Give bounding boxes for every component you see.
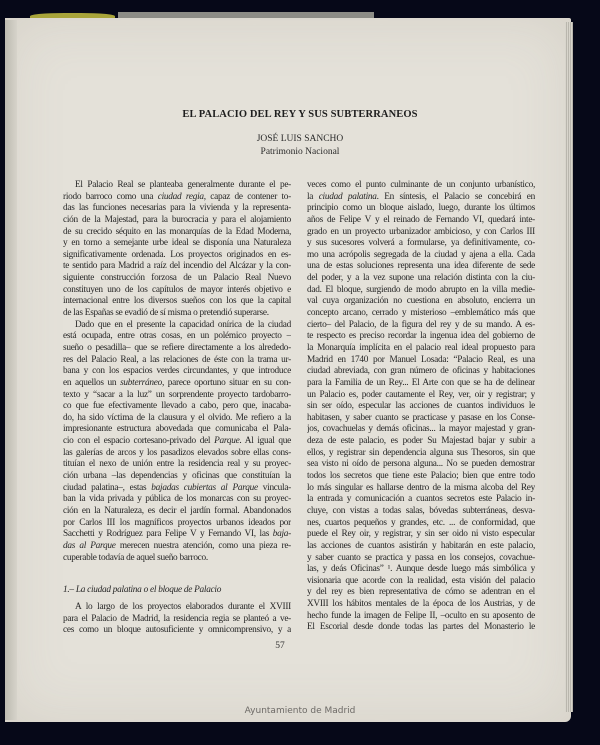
paragraph-2 [63, 320, 291, 564]
text-segment: riodo barroco como una [63, 191, 158, 202]
text-segment: te respecto es preciso recordar la ingenua idea del gobierno de [307, 331, 535, 342]
text-line [63, 471, 291, 483]
text-line [307, 471, 535, 483]
text-line [307, 611, 535, 623]
text-line [63, 448, 291, 460]
text-segment: para la Familia de un Rey... El Arte con que se ha de delinear [307, 377, 535, 388]
text-segment: sea visto ni oído de persona alguna... No se pueden demostrar [307, 459, 535, 470]
text-segment: impresionante estructura abovedada que comunicaba el Pala- [63, 424, 291, 435]
page-edges [565, 22, 573, 712]
text-line [63, 424, 291, 436]
text-line [63, 285, 291, 297]
text-line [63, 614, 291, 626]
text-segment: Dado que en el presente la capacidad onírica de la ciudad [75, 319, 291, 330]
text-segment: veces como el punto culminante de un conjunto urbanístico, [307, 180, 535, 190]
text-line [63, 366, 291, 378]
article-author: JOSÉ LUIS SANCHO [256, 134, 344, 144]
text-line [63, 518, 291, 530]
text-segment: habitasen, y saber cuanto se practicase y pasase en los Conse- [307, 412, 535, 423]
text-line [63, 215, 291, 227]
text-segment: un Palacio es, poder cautamente el Rey, ver, oir y registrar; y [307, 389, 535, 400]
page-number: 57 [275, 641, 285, 651]
text-line [307, 413, 535, 425]
text-segment: Sacchetti y Rodríguez para Felipe V y Fernando VI, las [63, 529, 273, 540]
text-segment: ciudad abreviada, con gran número de oficinas y habitaciones [307, 366, 535, 377]
text-segment: ción en la Naturaleza, es decir el jardín formal. Abandonados [63, 505, 291, 516]
text-segment: ban la vida privada y pública de los monarcas con su proyec- [63, 494, 291, 505]
text-segment: del poder, y a la vez supone una relación distinta con la ciu- [307, 273, 535, 284]
text-segment: merecen nuestra atención, como una pieza re- [115, 540, 291, 551]
text-line [307, 424, 535, 436]
text-line [307, 529, 535, 541]
text-line [307, 192, 535, 204]
text-segment: Madrid en 1740 por Manuel Losada: “Palacio Real, es una [307, 354, 535, 365]
text-segment: tituían el nexo de unión entre la residencia real y su proyec- [63, 459, 291, 470]
footer-watermark: Ayuntamiento de Madrid [244, 706, 356, 716]
text-line [307, 180, 535, 192]
text-segment: das las funciones necesarias para la vivienda y la representa- [63, 203, 291, 214]
italic-text: baja- [272, 529, 291, 540]
text-segment: significativamente ordenada. Los proyectos originados en es- [63, 249, 291, 260]
text-segment: en aquellos un [63, 377, 121, 388]
text-segment: la entrada y comunicación a cuantos secretos este Palacio in- [307, 494, 535, 505]
author-affiliation: Patrimonio Nacional [260, 147, 340, 157]
text-line [63, 436, 291, 448]
text-line [63, 238, 291, 250]
text-segment: las, y deás Oficinas” ¹. Aunque desde luego más simbólica y [307, 564, 535, 575]
text-segment: El Escorial desde donde todas las partes del Monasterio le [307, 622, 535, 633]
text-line [307, 261, 535, 273]
text-line [63, 261, 291, 273]
text-segment: dad. El bloque, surgiendo de modo abrupto en la villa medie- [307, 284, 535, 295]
text-line [63, 494, 291, 506]
text-line [307, 401, 535, 413]
text-line [63, 506, 291, 518]
spacer [63, 564, 291, 578]
text-line [307, 366, 535, 378]
text-segment: la [307, 191, 319, 202]
right-column [307, 180, 535, 634]
text-segment: siguiente construcción forzosa de un Palacio Real Nuevo [63, 273, 291, 284]
text-segment: deza de este palacio, es poder Su Majestad bajar y subir a [307, 436, 535, 447]
page-gutter [5, 20, 17, 720]
text-segment: la Monarquía implícita en el palacio real ideal propuesto para [307, 342, 535, 353]
text-segment: vincula- [257, 482, 291, 493]
text-segment: concepto arcano, cerrado y misterioso –emblemático más que [307, 308, 535, 319]
text-segment: de las Españas se evadió de sí misma o pretendió superarse. [63, 308, 269, 319]
text-segment: jos, covachuelas y demás oficinas... la mayor majestad y gran- [307, 424, 535, 435]
text-segment: internacional entre los diversos sueños con los que la capital [63, 296, 291, 307]
text-line [63, 413, 291, 425]
text-segment: sueño o pesadilla– que se refiere directamente a los alrededo- [63, 342, 291, 353]
article-title: EL PALACIO DEL REY Y SUS SUBTERRANEOS [182, 109, 418, 120]
text-segment: visionaria que acorde con la realidad, esta visión del palacio [307, 575, 535, 586]
text-segment: cuperable todavía de aquel sueño barroco. [63, 552, 208, 563]
text-line [63, 529, 291, 541]
text-line [63, 331, 291, 343]
text-line [307, 436, 535, 448]
text-segment: las acciones de cuantos asistirán y habitarán en este palacio, [307, 540, 535, 551]
text-line [63, 541, 291, 553]
italic-text: bajadas cubiertas al Parque [151, 482, 258, 493]
paragraph-continued [307, 180, 535, 634]
text-line [63, 553, 291, 565]
text-segment: . En síntesis, el Palacio se concebirá en [376, 191, 535, 202]
text-line [307, 541, 535, 553]
text-segment: A lo largo de los proyectos elaborados durante el XVIII [75, 602, 291, 613]
text-line [307, 587, 535, 599]
text-segment: años de Felipe V y el reinado de Fernando VI, quedará inte- [307, 214, 535, 225]
text-line [307, 285, 535, 297]
text-line [63, 308, 291, 320]
left-column [63, 180, 291, 637]
text-segment: , capaz de contener to- [203, 191, 291, 202]
italic-text: ciudad regia [157, 191, 204, 202]
text-line [307, 459, 535, 471]
text-line [63, 227, 291, 239]
text-line [307, 483, 535, 495]
text-segment: cierto– del Palacio, de la figura del rey y de su mando. A es- [307, 319, 535, 330]
text-line [307, 564, 535, 576]
text-segment: texto y “sacar a la luz” un sorprendente proyecto tardobarro- [63, 389, 291, 400]
italic-text: Parque [214, 436, 240, 447]
text-line [63, 343, 291, 355]
text-segment: do, ha sido víctima de la clausura y el olvido. Me refiero a la [63, 412, 291, 423]
text-line [307, 273, 535, 285]
text-segment: sin ser oído, especular las acciones de cuantos individuos le [307, 401, 535, 412]
text-line [307, 553, 535, 565]
text-line [63, 459, 291, 471]
text-line [63, 625, 291, 637]
text-line [307, 343, 535, 355]
text-segment: todos los secretos que tiene este Palacio; bien que entre todo [307, 471, 535, 482]
text-segment: está ocupada, entre otras cosas, en un polémico proyecto – [63, 331, 291, 342]
text-line [307, 390, 535, 402]
text-segment: y del rey es bien representativa de cómo se adentran en el [307, 587, 535, 598]
text-segment: lo más singular es hallarse dentro de la misma alcoba del Rey [307, 482, 535, 493]
text-line [307, 448, 535, 460]
text-line [63, 401, 291, 413]
text-line [307, 355, 535, 367]
text-line [63, 355, 291, 367]
text-line [63, 192, 291, 204]
text-line [63, 273, 291, 285]
text-line [307, 250, 535, 262]
text-segment: co que fue efectivamente llevado a cabo, pero que, inacaba- [63, 401, 291, 412]
text-segment: y saber cuanto se practica y passa en los consejos, covachue- [307, 552, 535, 563]
text-segment: las galerías de arcos y los pasadizos elevados sobre ellas cons- [63, 447, 291, 458]
text-line [307, 378, 535, 390]
text-segment: bana y con los espacios verdes circundantes, y que introduce [63, 366, 291, 377]
text-segment: res del Palacio Real, a las relaciones de éste con la trama ur- [63, 354, 291, 365]
text-line [63, 378, 291, 390]
text-line [307, 238, 535, 250]
italic-text: das al Parque [63, 540, 116, 551]
text-segment: El Palacio Real se planteaba generalmente durante el pe- [75, 180, 291, 190]
text-segment: hecho funde la imagen de Felipe II, –oculto en su aposento de [307, 610, 535, 621]
text-line [63, 296, 291, 308]
text-line [63, 320, 291, 332]
text-segment: ción de la Majestad, para la burocracia y para el alojamiento [63, 214, 291, 225]
text-segment: nes, cuartos pequeños y grandes, etc. ... de conformidad, que [307, 517, 535, 528]
text-line [307, 599, 535, 611]
text-line [63, 483, 291, 495]
text-segment: ellos, y registrar sin dependencia alguna sus Thesoros, sin que [307, 447, 535, 458]
italic-text: ciudad palatina [318, 191, 377, 202]
italic-text: subterráneo [120, 377, 162, 388]
text-line [63, 602, 291, 614]
text-segment: mo una acrópolis segregada de la ciudad y ajena a ella. Cada [307, 249, 535, 260]
text-line [63, 203, 291, 215]
text-line [63, 250, 291, 262]
text-segment: por Carlos III los magníficos proyectos urbanos ideados por [63, 517, 291, 528]
text-segment: , parece oportuno situar en su con- [161, 377, 291, 388]
text-segment: cluye, con vistas a todas salas, bóvedas subterráneas, desva- [307, 505, 535, 516]
text-line [307, 203, 535, 215]
text-line [307, 494, 535, 506]
text-segment: puede el Rey oir, y registrar, y sin ser oido ni visto especular [307, 529, 535, 540]
text-line [307, 308, 535, 320]
text-line [307, 227, 535, 239]
text-line [307, 518, 535, 530]
text-line [63, 180, 291, 192]
text-line [307, 320, 535, 332]
text-segment: y sus sucesores volverá a formularse, ya definitivamente, co- [307, 238, 535, 249]
text-segment: ción urbana –las dependencias y oficinas que constituían la [63, 471, 291, 482]
paragraph-1 [63, 180, 291, 320]
text-segment: ces como un bloque autosuficiente y omnicomprensivo, y a [63, 625, 291, 636]
text-segment: una de estas soluciones representa una idea diferente de sede [307, 261, 535, 272]
text-segment: . Al igual que [239, 436, 291, 447]
text-segment: grado en un proyecto urbanizador ambicioso, y con Carlos III [307, 226, 535, 237]
section-heading: 1.– La ciudad palatina o el bloque de Palacio [63, 585, 222, 596]
text-line [307, 331, 535, 343]
text-segment: para el Palacio de Madrid, la residencia regia se planteó a ve- [63, 613, 291, 624]
text-line [307, 576, 535, 588]
text-segment: val cuya organización no cuestiona en absoluto, encierra un [307, 296, 535, 307]
text-segment: ciudad palatina–, estas [63, 482, 152, 493]
text-segment: XVIII los hábitos mentales de la época de los Austrias, y de [307, 599, 535, 610]
text-segment: y en torno a semejante urbe ideal se disponía una Naturaleza [63, 238, 291, 249]
text-segment: constituyen uno de los capítulos de mayor interés objetivo e [63, 284, 291, 295]
paragraph-3 [63, 602, 291, 637]
text-line [307, 215, 535, 227]
text-segment: te sentido para Madrid a raíz del incendio del Alcázar y la con- [63, 261, 291, 272]
text-line [307, 622, 535, 634]
text-segment: cio con el espacio cortesano-privado del [63, 436, 215, 447]
text-segment: de su crecido séquito en las monarquías de la Edad Moderna, [63, 226, 291, 237]
text-segment: principio como un bloque aislado, luego, durante los últimos [307, 203, 535, 214]
text-line [307, 506, 535, 518]
text-line [307, 296, 535, 308]
text-line [63, 390, 291, 402]
